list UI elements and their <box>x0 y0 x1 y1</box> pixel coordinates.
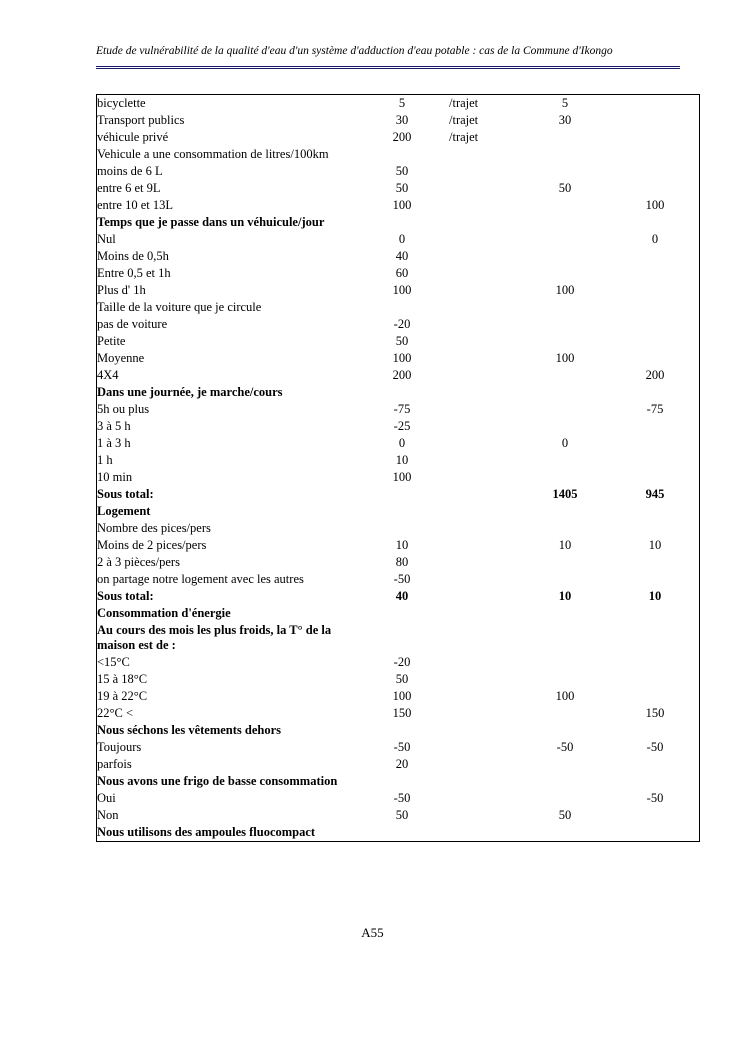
table-row <box>97 401 700 418</box>
table-row <box>97 554 700 571</box>
row-unit <box>449 554 519 571</box>
row-value-1 <box>355 503 449 520</box>
table-row <box>97 790 700 807</box>
row-label: Dans une journée, je marche/cours <box>97 385 283 399</box>
row-value-3 <box>611 622 700 654</box>
row-label: Non <box>97 808 119 822</box>
table-row <box>97 418 700 435</box>
table-row <box>97 773 700 790</box>
row-unit <box>449 722 519 739</box>
row-value-2 <box>519 231 611 248</box>
row-value-3: 10 <box>648 538 662 552</box>
header-divider <box>96 66 680 69</box>
row-value-1 <box>355 146 449 163</box>
row-value-3 <box>611 520 700 537</box>
row-value-2 <box>519 756 611 773</box>
row-value-3 <box>611 248 700 265</box>
row-label: 22°C < <box>97 706 134 720</box>
row-value-2 <box>519 197 611 214</box>
row-unit <box>449 688 519 705</box>
row-value-2 <box>519 824 611 842</box>
row-value-1: 40 <box>395 589 409 603</box>
table-row <box>97 95 700 113</box>
row-unit <box>449 790 519 807</box>
row-value-1: 100 <box>392 689 412 703</box>
row-value-2 <box>519 401 611 418</box>
row-value-3 <box>611 384 700 401</box>
row-value-3: 0 <box>651 232 659 246</box>
row-unit <box>449 622 519 654</box>
row-label: Oui <box>97 791 116 805</box>
row-unit <box>449 756 519 773</box>
table-row <box>97 739 700 756</box>
row-unit <box>449 537 519 554</box>
row-label: moins de 6 L <box>97 164 163 178</box>
row-unit <box>449 520 519 537</box>
row-unit <box>449 588 519 605</box>
row-value-2 <box>519 333 611 350</box>
row-label: Transport publics <box>97 113 185 127</box>
row-value-2 <box>519 503 611 520</box>
row-label: Moins de 0,5h <box>97 249 169 263</box>
row-value-1: 10 <box>395 453 409 467</box>
row-value-1: 200 <box>392 130 412 144</box>
row-value-2: 100 <box>555 351 575 365</box>
row-value-1 <box>355 486 449 503</box>
row-value-3 <box>611 469 700 486</box>
row-value-1: 50 <box>395 164 409 178</box>
row-label: Taille de la voiture que je circule <box>97 300 262 314</box>
row-value-3 <box>611 756 700 773</box>
row-value-3 <box>611 350 700 367</box>
row-value-2: 10 <box>558 538 572 552</box>
row-value-1: 5 <box>398 96 406 110</box>
row-value-3 <box>611 688 700 705</box>
row-label: Petite <box>97 334 126 348</box>
table-row <box>97 316 700 333</box>
row-label: Moyenne <box>97 351 145 365</box>
row-unit <box>449 384 519 401</box>
table-row <box>97 503 700 520</box>
row-value-1: 80 <box>395 555 409 569</box>
row-value-2: 30 <box>558 113 572 127</box>
table-row <box>97 588 700 605</box>
row-value-3 <box>611 299 700 316</box>
row-value-1: 100 <box>392 283 412 297</box>
table-row <box>97 350 700 367</box>
row-label: Nous avons une frigo de basse consommation <box>97 774 338 788</box>
row-value-2 <box>519 654 611 671</box>
row-value-1: 10 <box>395 538 409 552</box>
row-label: 10 min <box>97 470 133 484</box>
row-value-2: 100 <box>555 689 575 703</box>
row-value-1: 50 <box>395 334 409 348</box>
row-unit <box>449 248 519 265</box>
row-value-1: 100 <box>392 470 412 484</box>
row-label: Nombre des pices/pers <box>97 521 211 535</box>
row-value-1: -25 <box>393 419 411 433</box>
row-value-3 <box>611 163 700 180</box>
row-value-3: 150 <box>645 706 665 720</box>
table-row <box>97 299 700 316</box>
table-row <box>97 214 700 231</box>
table-row <box>97 537 700 554</box>
row-unit <box>449 401 519 418</box>
row-value-3: -75 <box>646 402 664 416</box>
row-value-1 <box>355 824 449 842</box>
row-value-1: 100 <box>392 198 412 212</box>
row-value-2 <box>519 146 611 163</box>
row-value-2 <box>519 163 611 180</box>
row-value-3 <box>611 282 700 299</box>
row-label: Entre 0,5 et 1h <box>97 266 171 280</box>
row-value-3 <box>611 418 700 435</box>
running-header: Etude de vulnérabilité de la qualité d'eau d'un système d'adduction d'eau potable : cas de la Commune d'Ikongo <box>96 45 613 57</box>
row-value-3: 10 <box>648 589 662 603</box>
row-value-2 <box>519 248 611 265</box>
row-value-2: -50 <box>556 740 574 754</box>
table-row <box>97 146 700 163</box>
row-value-1 <box>355 214 449 231</box>
row-value-2 <box>519 129 611 146</box>
row-value-3 <box>611 435 700 452</box>
row-value-3 <box>611 316 700 333</box>
row-label: Sous total: <box>97 487 154 501</box>
row-label: Nous utilisons des ampoules fluocompact <box>97 825 316 839</box>
row-value-2: 50 <box>558 181 572 195</box>
row-value-2: 10 <box>558 589 572 603</box>
row-unit: /trajet <box>449 113 479 127</box>
table-row <box>97 520 700 537</box>
row-value-1: -50 <box>393 791 411 805</box>
table-row <box>97 807 700 824</box>
row-value-1: 0 <box>398 436 406 450</box>
row-label: pas de voiture <box>97 317 168 331</box>
row-value-3 <box>611 571 700 588</box>
row-value-3 <box>611 824 700 842</box>
table-row <box>97 180 700 197</box>
row-label: véhicule privé <box>97 130 169 144</box>
row-value-1: 200 <box>392 368 412 382</box>
row-unit <box>449 469 519 486</box>
row-value-1: 60 <box>395 266 409 280</box>
row-value-2 <box>519 722 611 739</box>
row-value-3 <box>611 333 700 350</box>
row-label: 1 h <box>97 453 113 467</box>
row-value-3 <box>611 452 700 469</box>
row-label: <15°C <box>97 655 130 669</box>
row-unit <box>449 824 519 842</box>
table-row <box>97 486 700 503</box>
row-value-3 <box>611 112 700 129</box>
table-row <box>97 654 700 671</box>
table-row <box>97 384 700 401</box>
row-value-2 <box>519 554 611 571</box>
table-row <box>97 197 700 214</box>
row-unit <box>449 605 519 622</box>
row-value-2 <box>519 299 611 316</box>
row-value-2 <box>519 214 611 231</box>
row-value-2 <box>519 705 611 722</box>
row-value-3: 200 <box>645 368 665 382</box>
table-row <box>97 571 700 588</box>
row-value-2: 50 <box>558 808 572 822</box>
row-value-2 <box>519 622 611 654</box>
row-unit <box>449 333 519 350</box>
table-row <box>97 756 700 773</box>
table-row <box>97 435 700 452</box>
row-label: 3 à 5 h <box>97 419 131 433</box>
row-label: Temps que je passe dans un véhuicule/jour <box>97 215 325 229</box>
row-label: entre 10 et 13L <box>97 198 174 212</box>
row-value-3 <box>611 129 700 146</box>
row-value-1: 150 <box>392 706 412 720</box>
row-value-3 <box>611 265 700 282</box>
row-value-3: 100 <box>645 198 665 212</box>
row-label: Plus d' 1h <box>97 283 146 297</box>
row-value-1: 20 <box>395 757 409 771</box>
row-unit <box>449 231 519 248</box>
row-value-1: 50 <box>395 672 409 686</box>
row-unit <box>449 571 519 588</box>
row-label: Sous total: <box>97 589 154 603</box>
row-value-3 <box>611 146 700 163</box>
row-unit <box>449 197 519 214</box>
carbon-footprint-table <box>96 94 700 842</box>
row-value-3: -50 <box>646 740 664 754</box>
row-value-1 <box>355 773 449 790</box>
table-row <box>97 265 700 282</box>
row-value-1 <box>355 605 449 622</box>
table-row <box>97 129 700 146</box>
row-unit <box>449 265 519 282</box>
table-row <box>97 112 700 129</box>
row-label: Nul <box>97 232 116 246</box>
row-label: 1 à 3 h <box>97 436 131 450</box>
row-value-3 <box>611 773 700 790</box>
table-row <box>97 688 700 705</box>
row-unit <box>449 350 519 367</box>
row-unit <box>449 282 519 299</box>
row-value-2 <box>519 367 611 384</box>
row-value-3 <box>611 554 700 571</box>
row-value-2 <box>519 605 611 622</box>
row-unit <box>449 316 519 333</box>
table-row <box>97 824 700 842</box>
row-value-1 <box>355 520 449 537</box>
row-value-3: -50 <box>646 791 664 805</box>
row-unit <box>449 705 519 722</box>
row-label: Consommation d'énergie <box>97 606 231 620</box>
row-label: 19 à 22°C <box>97 689 148 703</box>
row-label: Moins de 2 pices/pers <box>97 538 207 552</box>
row-unit <box>449 486 519 503</box>
row-label: 2 à 3 pièces/pers <box>97 555 180 569</box>
table-row <box>97 671 700 688</box>
row-unit <box>449 654 519 671</box>
table-row <box>97 282 700 299</box>
row-unit <box>449 163 519 180</box>
row-value-1: -75 <box>393 402 411 416</box>
row-unit <box>449 299 519 316</box>
row-label: parfois <box>97 757 132 771</box>
row-value-1: 30 <box>395 113 409 127</box>
table-row <box>97 605 700 622</box>
row-value-2 <box>519 265 611 282</box>
row-label: entre 6 et 9L <box>97 181 161 195</box>
row-value-3 <box>611 180 700 197</box>
row-unit <box>449 452 519 469</box>
row-value-2 <box>519 520 611 537</box>
table-row <box>97 231 700 248</box>
table-row <box>97 722 700 739</box>
row-unit: /trajet <box>449 130 479 144</box>
row-label: bicyclette <box>97 96 146 110</box>
row-value-3 <box>611 214 700 231</box>
row-unit <box>449 807 519 824</box>
row-label: on partage notre logement avec les autres <box>97 572 304 586</box>
row-value-1: 100 <box>392 351 412 365</box>
row-unit <box>449 214 519 231</box>
row-value-1: 50 <box>395 181 409 195</box>
row-value-1 <box>355 299 449 316</box>
row-value-2 <box>519 418 611 435</box>
row-value-2: 5 <box>561 96 569 110</box>
table-row <box>97 248 700 265</box>
row-unit <box>449 503 519 520</box>
row-value-1: -20 <box>393 655 411 669</box>
row-unit <box>449 180 519 197</box>
row-unit <box>449 146 519 163</box>
row-value-3 <box>611 722 700 739</box>
row-value-3 <box>611 654 700 671</box>
row-value-2 <box>519 452 611 469</box>
row-value-3 <box>611 605 700 622</box>
row-value-1: 0 <box>398 232 406 246</box>
table-row <box>97 333 700 350</box>
row-value-2: 1405 <box>552 487 578 501</box>
table-row <box>97 367 700 384</box>
row-value-2 <box>519 671 611 688</box>
row-unit <box>449 418 519 435</box>
row-label: 4X4 <box>97 368 119 382</box>
table-container <box>96 94 698 842</box>
row-value-2 <box>519 571 611 588</box>
row-unit <box>449 435 519 452</box>
row-label: Logement <box>97 504 151 518</box>
row-value-1 <box>355 384 449 401</box>
row-label: Au cours des mois les plus froids, la T° de la maison est de : <box>97 623 332 652</box>
row-label: 5h ou plus <box>97 402 150 416</box>
row-value-2 <box>519 790 611 807</box>
row-value-2 <box>519 469 611 486</box>
row-value-1: -50 <box>393 740 411 754</box>
row-value-1: -20 <box>393 317 411 331</box>
table-row <box>97 469 700 486</box>
row-value-1 <box>355 622 449 654</box>
row-value-1 <box>355 722 449 739</box>
row-label: Vehicule a une consommation de litres/100km <box>97 147 329 161</box>
row-label: Nous séchons les vêtements dehors <box>97 723 282 737</box>
row-value-3 <box>611 807 700 824</box>
table-row <box>97 452 700 469</box>
row-unit <box>449 739 519 756</box>
table-body <box>97 95 700 842</box>
row-unit <box>449 671 519 688</box>
row-value-2 <box>519 384 611 401</box>
row-unit <box>449 773 519 790</box>
row-value-3 <box>611 503 700 520</box>
row-value-1: -50 <box>393 572 411 586</box>
table-row <box>97 622 700 654</box>
row-value-2: 0 <box>561 436 569 450</box>
row-value-1: 40 <box>395 249 409 263</box>
row-value-3: 945 <box>645 487 665 501</box>
row-label: 15 à 18°C <box>97 672 148 686</box>
page-number: A55 <box>361 925 384 940</box>
row-value-2 <box>519 773 611 790</box>
row-unit <box>449 367 519 384</box>
table-row <box>97 163 700 180</box>
row-value-3 <box>611 671 700 688</box>
row-label: Toujours <box>97 740 142 754</box>
row-value-2: 100 <box>555 283 575 297</box>
row-value-2 <box>519 316 611 333</box>
table-row <box>97 705 700 722</box>
row-value-3 <box>611 95 700 113</box>
row-unit: /trajet <box>449 96 479 110</box>
row-value-1: 50 <box>395 808 409 822</box>
